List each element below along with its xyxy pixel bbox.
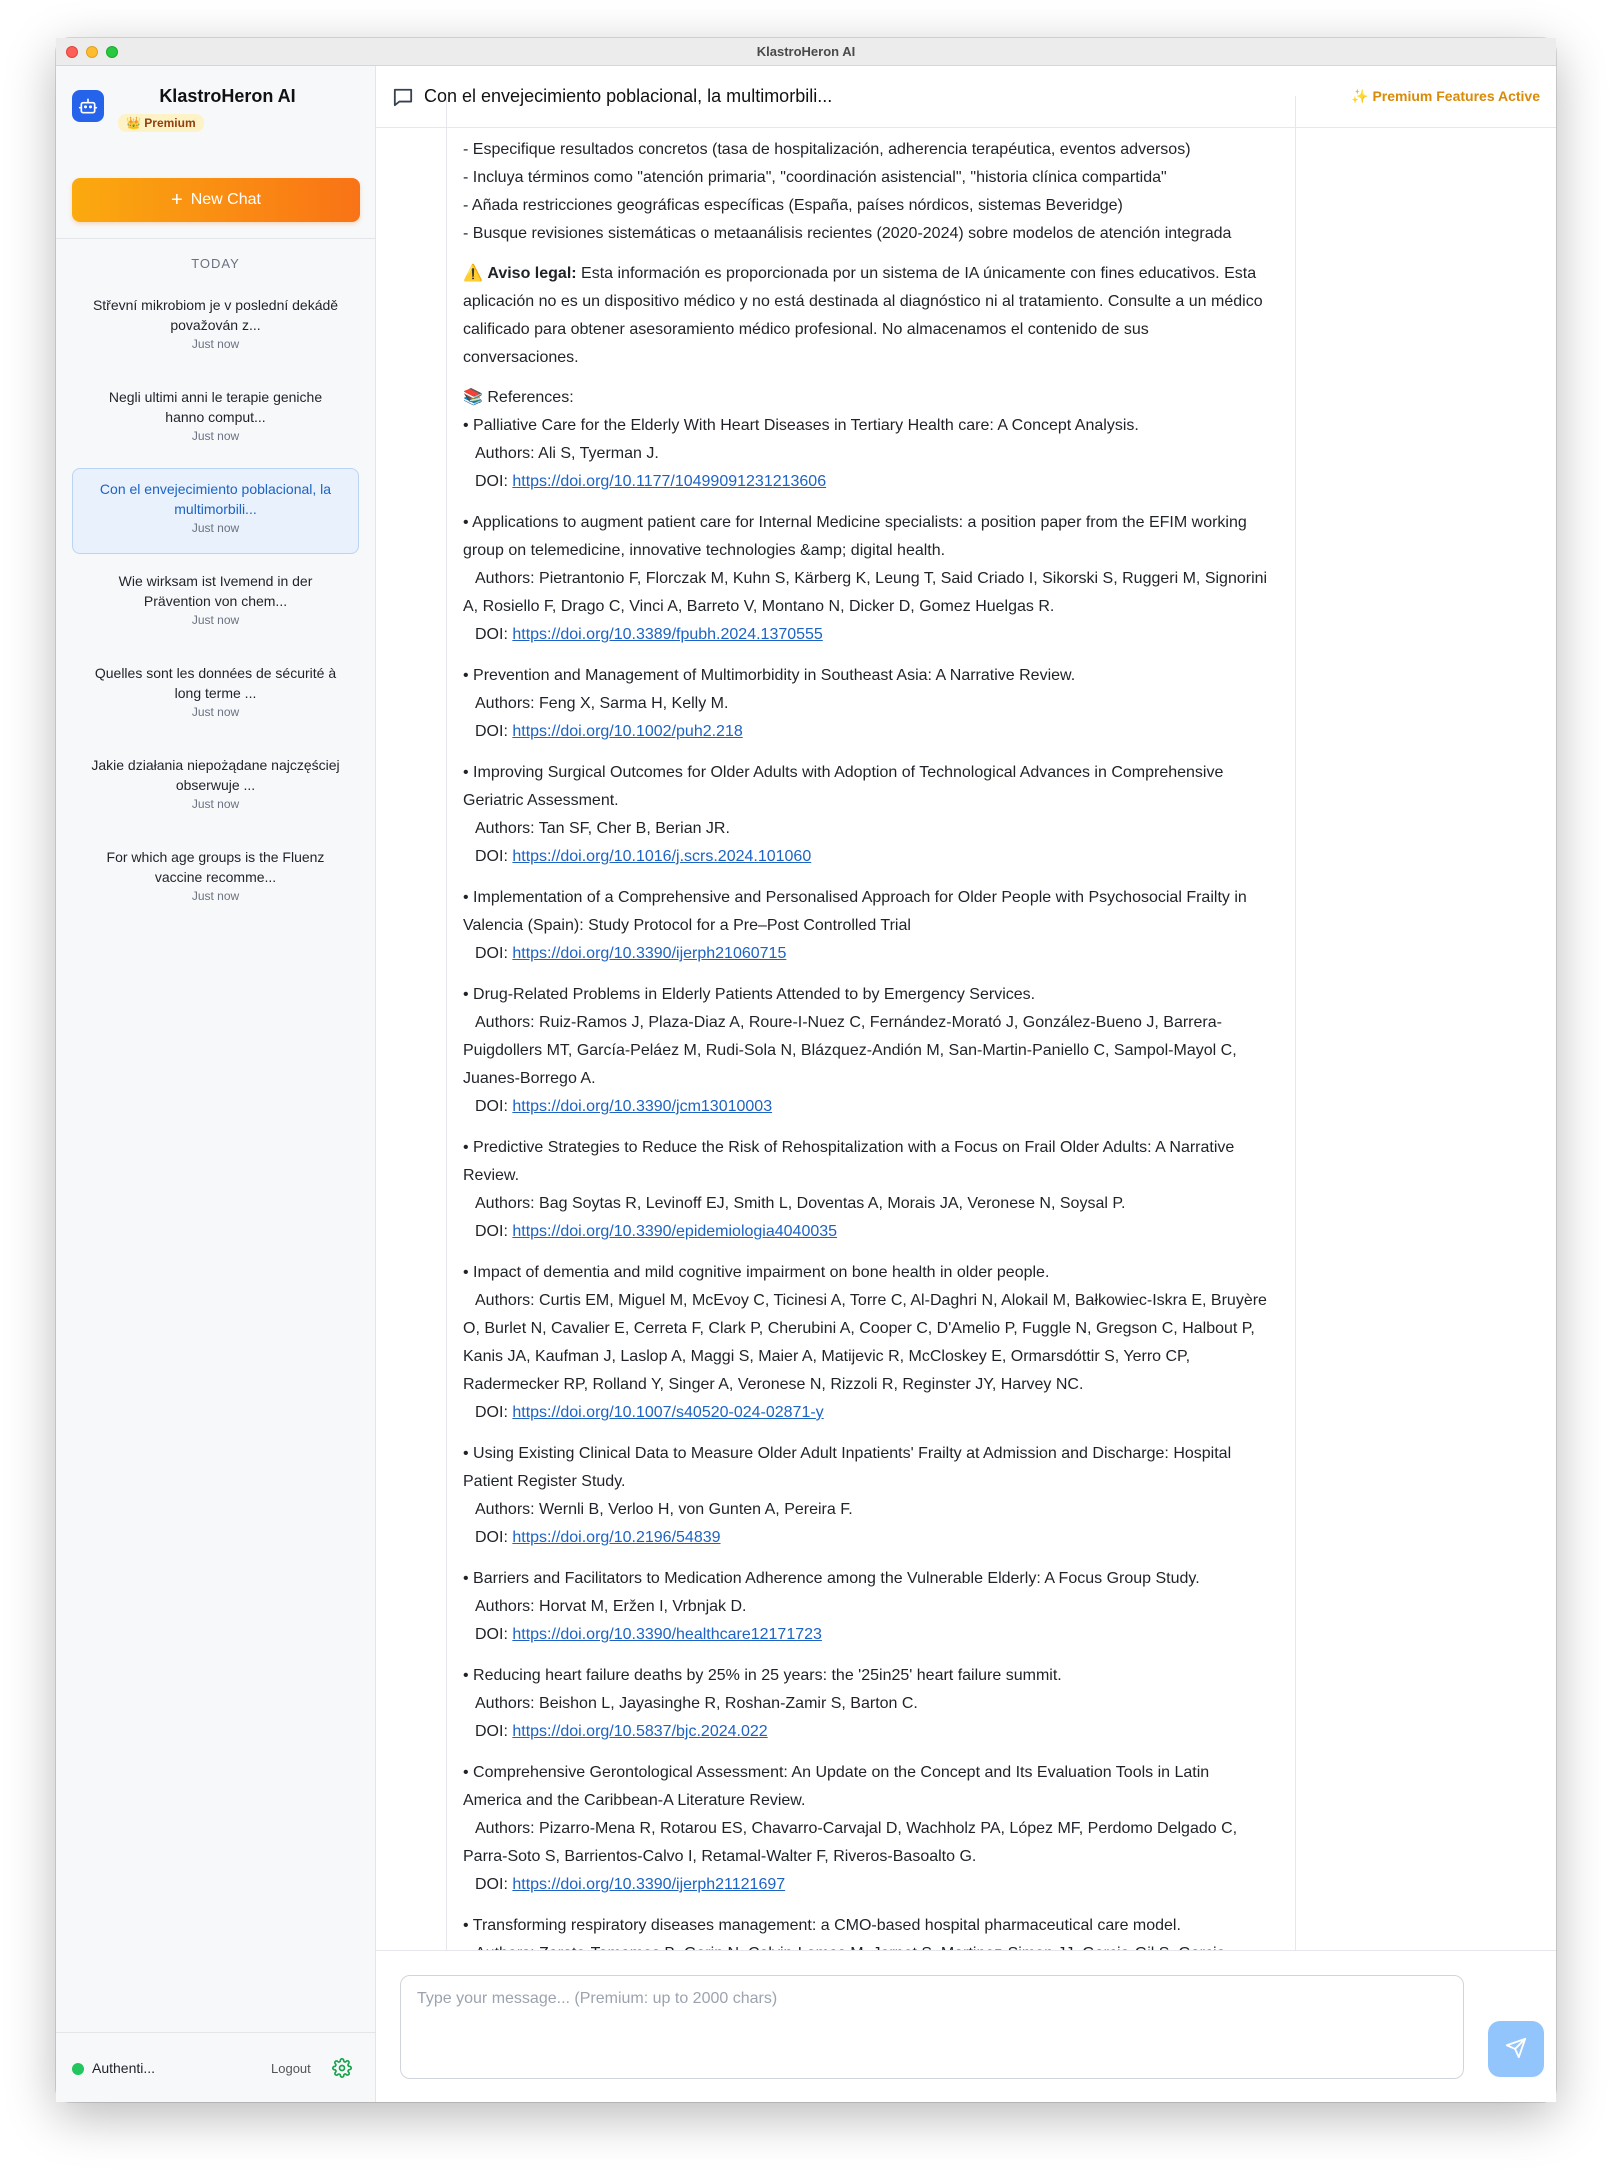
chat-item-time: Just now	[191, 521, 240, 535]
zoom-window-button[interactable]	[106, 46, 118, 58]
reference-item	[463, 1759, 1281, 1899]
reference-authors: Kanis JA, Kaufman J, Laslop A, Maggi S, Maier A, Matijevic R, McCloskey E, Ormarsdóttir S, Yerro CP,	[463, 1348, 1191, 1365]
disclaimer-text: Esta información es proporcionada por un sistema de IA únicamente con fines educativos. Esta	[576, 265, 1257, 282]
reference-authors: Authors: Horvat M, Eržen I, Vrbnjak D.	[475, 1598, 747, 1615]
reference-item	[463, 1134, 1281, 1246]
assistant-message	[446, 96, 1296, 1950]
reference-authors: Juanes-Borrego A.	[463, 1070, 596, 1087]
reference-authors: Authors: Pizarro-Mena R, Rotarou ES, Chavarro-Carvajal D, Wachholz PA, López MF, Perdomo Delgado C,	[475, 1820, 1238, 1837]
doi-prefix: DOI:	[475, 1723, 513, 1740]
chat-list-item[interactable]	[72, 836, 359, 922]
send-icon	[1505, 2037, 1527, 2062]
reference-doi	[463, 1621, 1281, 1649]
doi-link[interactable]: https://doi.org/10.3390/jcm13010003	[512, 1098, 773, 1115]
reference-title: America and the Caribbean-A Literature Review.	[463, 1792, 806, 1809]
reference-title: • Using Existing Clinical Data to Measure Older Adult Inpatients' Frailty at Admission and Discharge: Hospital	[463, 1445, 1232, 1462]
disclaimer	[463, 260, 1281, 372]
chat-item-title: Wie wirksam ist Ivemend in der Prävention von chem...	[118, 573, 313, 609]
reference-item	[463, 981, 1281, 1121]
reference-authors: Authors: Beishon L, Jayasinghe R, Roshan-Zamir S, Barton C.	[475, 1695, 918, 1712]
doi-link[interactable]: https://doi.org/10.3390/epidemiologia4040035	[512, 1223, 838, 1240]
doi-link[interactable]: https://doi.org/10.3390/ijerph21121697	[512, 1876, 786, 1893]
reference-authors: Authors: Feng X, Sarma H, Kelly M.	[475, 695, 729, 712]
reference-title: • Implementation of a Comprehensive and Personalised Approach for Older People with Psychosocial Frailty in	[463, 889, 1247, 906]
reference-item	[463, 509, 1281, 649]
doi-link[interactable]: https://doi.org/10.3389/fpubh.2024.1370555	[512, 626, 823, 643]
suggestion-item: - Incluya términos como "atención primaria", "coordinación asistencial", "historia clínica compartida"	[463, 169, 1167, 186]
reference-doi	[463, 1093, 1281, 1121]
reference-title: • Comprehensive Gerontological Assessment: An Update on the Concept and Its Evaluation Tools in Latin	[463, 1764, 1210, 1781]
new-chat-button[interactable]	[72, 178, 360, 222]
reference-item	[463, 1259, 1281, 1427]
chat-list-item[interactable]	[72, 744, 359, 830]
main-panel	[376, 66, 1556, 2102]
doi-prefix: DOI:	[475, 1626, 513, 1643]
premium-badge: 👑 Premium	[118, 114, 204, 132]
suggestion-item: - Añada restricciones geográficas específicas (España, países nórdicos, sistemas Beveridge)	[463, 197, 1123, 214]
window-title: KlastroHeron AI	[756, 44, 856, 59]
reference-item	[463, 412, 1281, 496]
disclaimer-line: calificado para obtener asesoramiento médico profesional. No almacenamos el contenido de sus	[463, 321, 1149, 338]
chat-list-item[interactable]	[72, 376, 359, 462]
reference-authors: Radermecker RP, Rolland Y, Singer A, Veronese N, Rizzoli R, Reginster JY, Harvey NC.	[463, 1376, 1084, 1393]
suggestion-list	[463, 136, 1281, 248]
disclaimer-label: Aviso legal:	[487, 265, 577, 282]
reference-title: • Palliative Care for the Elderly With Heart Diseases in Tertiary Health care: A Concept Analysis.	[463, 417, 1139, 434]
doi-prefix: DOI:	[475, 848, 513, 865]
reference-doi	[463, 1218, 1281, 1246]
chat-list-item-active[interactable]	[72, 468, 359, 554]
reference-authors: O, Burlet N, Cavalier E, Cerreta F, Clark P, Cherubini A, Cooper C, D'Amelio P, Fuggle N, Gregson C, Halbout P,	[463, 1320, 1255, 1337]
reference-doi	[463, 718, 1281, 746]
doi-link[interactable]: https://doi.org/10.3390/ijerph21060715	[512, 945, 787, 962]
reference-item	[463, 662, 1281, 746]
warning-icon: ⚠️	[463, 265, 488, 282]
reference-title: • Applications to augment patient care for Internal Medicine specialists: a position paper from the EFIM working	[463, 514, 1247, 531]
doi-prefix: DOI:	[475, 1223, 513, 1240]
suggestion-item: - Busque revisiones sistemáticas o metaanálisis recientes (2020-2024) sobre modelos de atención integrada	[463, 225, 1232, 242]
doi-prefix: DOI:	[475, 1098, 513, 1115]
doi-prefix: DOI:	[475, 723, 513, 740]
sidebar	[56, 66, 376, 2102]
doi-prefix: DOI:	[475, 473, 513, 490]
sidebar-footer	[56, 2032, 375, 2102]
online-status-icon	[72, 2063, 84, 2075]
gear-icon[interactable]	[332, 2058, 352, 2078]
reference-title: Valencia (Spain): Study Protocol for a Pre–Post Controlled Trial	[463, 917, 911, 934]
chat-item-title: Quelles sont les données de sécurité à long terme ...	[94, 665, 337, 701]
chat-item-title: For which age groups is the Fluenz vaccine recomme...	[106, 849, 325, 885]
reference-authors: A, Rosiello F, Drago C, Vinci A, Barreto V, Montano N, Dicker D, Gomez Huelgas R.	[463, 598, 1055, 615]
app-window	[56, 38, 1556, 2102]
reference-authors: Puigdollers MT, García-Peláez M, Rudi-Sola N, Blázquez-Andión M, San-Martin-Paniello C, Sampol-Mayol C,	[463, 1042, 1237, 1059]
section-label-today: TODAY	[191, 256, 240, 271]
chat-list	[72, 284, 359, 928]
disclaimer-line: aplicación no es un dispositivo médico y no está destinada al diagnóstico ni al tratamiento. Consulte a un médico	[463, 293, 1263, 310]
chat-item-time: Just now	[191, 613, 240, 627]
chat-item-title: Con el envejecimiento poblacional, la multimorbili...	[99, 481, 332, 517]
plus-icon: +	[171, 189, 183, 211]
sidebar-divider	[56, 238, 375, 239]
reference-item	[463, 1440, 1281, 1552]
close-window-button[interactable]	[66, 46, 78, 58]
chat-item-time: Just now	[191, 797, 240, 811]
chat-list-item[interactable]	[72, 560, 359, 646]
reference-doi	[463, 1399, 1281, 1427]
chat-item-title: Negli ultimi anni le terapie geniche hanno comput...	[108, 389, 323, 425]
reference-item	[463, 759, 1281, 871]
reference-doi	[463, 843, 1281, 871]
reference-title: • Transforming respiratory diseases management: a CMO-based hospital pharmaceutical care model.	[463, 1917, 1181, 1934]
doi-prefix: DOI:	[475, 945, 513, 962]
reference-title: • Impact of dementia and mild cognitive impairment on bone health in older people.	[463, 1264, 1050, 1281]
reference-title: group on telemedicine, innovative technologies &amp; digital health.	[463, 542, 946, 559]
reference-authors: Authors: Ali S, Tyerman J.	[475, 445, 659, 462]
doi-prefix: DOI:	[475, 1404, 513, 1421]
doi-link[interactable]: https://doi.org/10.1007/s40520-024-02871-y	[512, 1404, 824, 1421]
references-heading: 📚 References:	[463, 389, 574, 406]
reference-title: Patient Register Study.	[463, 1473, 626, 1490]
reference-authors: Authors: Tan SF, Cher B, Berian JR.	[475, 820, 730, 837]
doi-link[interactable]: https://doi.org/10.3390/healthcare12171723	[512, 1626, 822, 1643]
reference-authors: Authors: Wernli B, Verloo H, von Gunten A, Pereira F.	[475, 1501, 853, 1518]
reference-title: • Predictive Strategies to Reduce the Risk of Rehospitalization with a Focus on Frail Older Adults: A Narrative	[463, 1139, 1235, 1156]
reference-doi	[463, 940, 1281, 968]
reference-doi	[463, 1524, 1281, 1552]
chat-list-item[interactable]	[72, 284, 359, 370]
message-partial-line	[463, 108, 1281, 136]
doi-prefix: DOI:	[475, 626, 513, 643]
send-button[interactable]	[1488, 2021, 1544, 2077]
reference-title: Geriatric Assessment.	[463, 792, 619, 809]
chat-bubble-icon	[392, 87, 414, 107]
suggestion-item: - Especifique resultados concretos (tasa de hospitalización, adherencia terapéutica, eventos adversos)	[463, 141, 1191, 158]
title-bar	[56, 38, 1556, 66]
auth-status-text: Authenti...	[92, 2060, 156, 2076]
reference-title: Review.	[463, 1167, 520, 1184]
brand-name: KlastroHeron AI	[159, 86, 296, 106]
doi-link[interactable]: https://doi.org/10.5837/bjc.2024.022	[512, 1723, 768, 1740]
doi-prefix: DOI:	[475, 1529, 513, 1546]
reference-title: • Barriers and Facilitators to Medication Adherence among the Vulnerable Elderly: A Focus Group Study.	[463, 1570, 1200, 1587]
reference-item	[463, 884, 1281, 968]
message-scroll-area[interactable]	[376, 128, 1556, 1950]
composer	[376, 1950, 1556, 2102]
reference-title: • Reducing heart failure deaths by 25% in 25 years: the '25in25' heart failure summit.	[463, 1667, 1062, 1684]
reference-doi	[463, 1718, 1281, 1746]
brand	[72, 86, 359, 136]
chat-list-item[interactable]	[72, 652, 359, 738]
minimize-window-button[interactable]	[86, 46, 98, 58]
reference-doi	[463, 621, 1281, 649]
chat-item-time: Just now	[191, 429, 240, 443]
reference-authors: Authors: Curtis EM, Miguel M, McEvoy C, Ticinesi A, Torre C, Al-Daghri N, Alokail M, Bałkowiec-Iskra E, Bruyère	[475, 1292, 1267, 1309]
chat-item-title: Jakie działania niepożądane najczęściej obserwuje ...	[91, 757, 340, 793]
reference-item	[463, 1565, 1281, 1649]
reference-item	[463, 1662, 1281, 1746]
reference-authors: Authors: Pietrantonio F, Florczak M, Kuhn S, Kärberg K, Leung T, Said Criado I, Sikorski S, Ruggeri M, Signorini	[475, 570, 1268, 587]
message-input[interactable]	[400, 1975, 1464, 2079]
reference-title: • Improving Surgical Outcomes for Older Adults with Adoption of Technological Advances in Comprehensive	[463, 764, 1224, 781]
doi-link[interactable]: https://doi.org/10.1177/10499091231213606	[512, 473, 827, 490]
doi-prefix: DOI:	[475, 1876, 513, 1893]
doi-link[interactable]: https://doi.org/10.2196/54839	[512, 1529, 721, 1546]
reference-title: • Drug-Related Problems in Elderly Patients Attended to by Emergency Services.	[463, 986, 1036, 1003]
reference-doi	[463, 468, 1281, 496]
chat-item-time: Just now	[191, 337, 240, 351]
references-list	[463, 412, 1281, 1968]
new-chat-label: New Chat	[190, 191, 261, 208]
chat-item-title: Střevní mikrobiom je v poslední dekádě považován z...	[92, 297, 339, 333]
reference-doi	[463, 1871, 1281, 1899]
chat-item-time: Just now	[191, 705, 240, 719]
window-controls	[66, 46, 118, 58]
reference-title: • Prevention and Management of Multimorbidity in Southeast Asia: A Narrative Review.	[463, 667, 1076, 684]
disclaimer-line	[463, 260, 1281, 288]
reference-authors: Authors: Ruiz-Ramos J, Plaza-Diaz A, Roure-I-Nuez C, Fernández-Morató J, González-Bueno J, Barrera-	[475, 1014, 1222, 1031]
reference-authors: Parra-Soto S, Barrientos-Calvo I, Retamal-Walter F, Riveros-Basoalto G.	[463, 1848, 977, 1865]
premium-active-badge: ✨ Premium Features Active	[1351, 88, 1540, 104]
reference-authors: Authors: Bag Soytas R, Levinoff EJ, Smith L, Doventas A, Morais JA, Veronese N, Soysal P.	[475, 1195, 1126, 1212]
doi-link[interactable]: https://doi.org/10.1002/puh2.218	[512, 723, 743, 740]
logout-button[interactable]: Logout	[271, 2061, 311, 2076]
doi-link[interactable]: https://doi.org/10.1016/j.scrs.2024.101060	[512, 848, 812, 865]
chat-item-time: Just now	[191, 889, 240, 903]
disclaimer-line: conversaciones.	[463, 349, 579, 366]
chat-title: Con el envejecimiento poblacional, la multimorbili...	[424, 86, 833, 106]
